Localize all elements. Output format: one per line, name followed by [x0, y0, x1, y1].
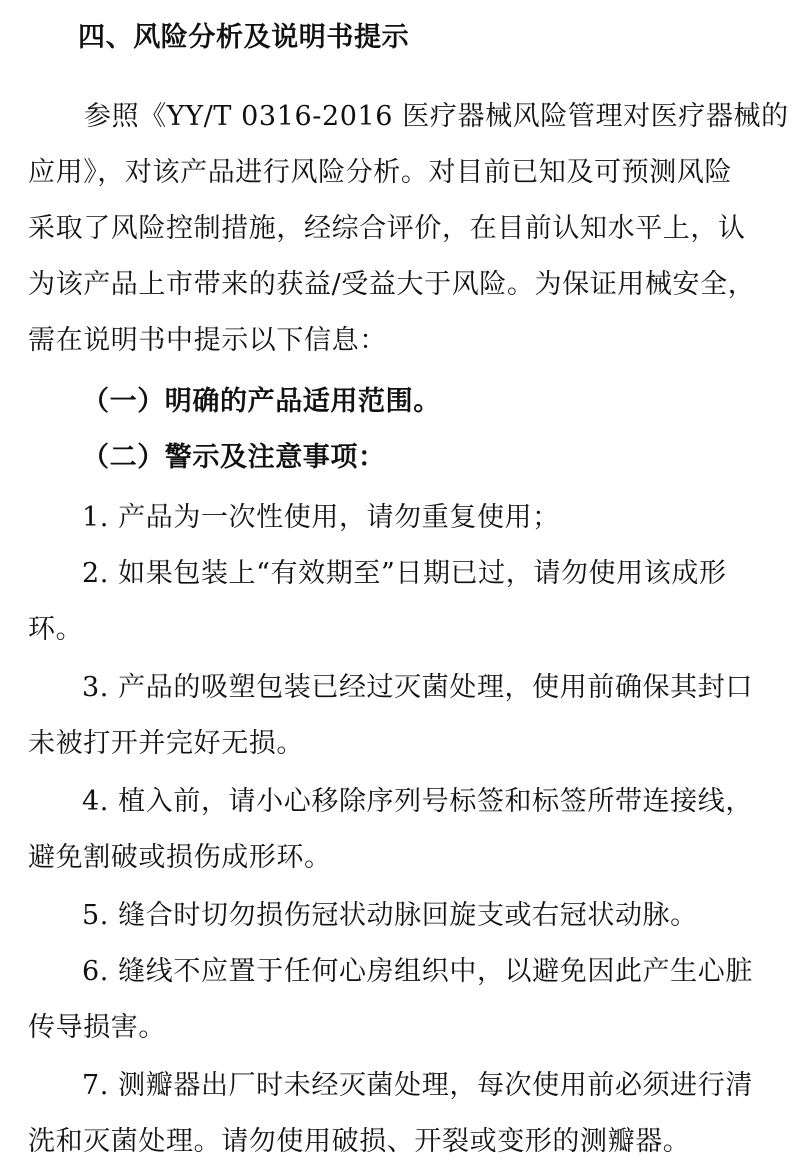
- list-item-4-line-1: 4. 植入前，请小心移除序列号标签和标签所带连接线，: [82, 786, 753, 817]
- section-title: 四、风险分析及说明书提示: [78, 22, 410, 53]
- list-item-7-line-2: 洗和灭菌处理。请勿使用破损、开裂或变形的测瓣器。: [28, 1126, 691, 1157]
- list-item-6-line-2: 传导损害。: [28, 1012, 166, 1043]
- list-item-4-line-2: 避免割破或损伤成形环。: [28, 842, 332, 873]
- intro-line-4: 为该产品上市带来的获益/受益大于风险。为保证用械安全，: [28, 269, 756, 300]
- list-item-7-line-1: 7. 测瓣器出厂时未经灭菌处理，每次使用前必须进行清: [82, 1070, 753, 1101]
- list-item-3-line-2: 未被打开并完好无损。: [28, 728, 304, 759]
- subsection-1-heading: （一）明确的产品适用范围。: [82, 386, 441, 417]
- list-item-1-line-1: 1. 产品为一次性使用，请勿重复使用；: [82, 502, 560, 533]
- intro-line-5: 需在说明书中提示以下信息：: [28, 325, 387, 356]
- intro-line-2: 应用》，对该产品进行风险分析。对目前已知及可预测风险: [28, 157, 733, 188]
- list-item-2-line-2: 环。: [28, 614, 84, 645]
- list-item-2-line-1: 2. 如果包装上“有效期至”日期已过，请勿使用该成形: [82, 558, 727, 589]
- intro-line-1: 参照《YY/T 0316-2016 医疗器械风险管理对医疗器械的: [84, 101, 789, 132]
- subsection-2-heading: （二）警示及注意事项：: [82, 442, 386, 473]
- list-item-3-line-1: 3. 产品的吸塑包装已经过灭菌处理，使用前确保其封口: [82, 672, 753, 703]
- list-item-5-line-1: 5. 缝合时切勿损伤冠状动脉回旋支或右冠状动脉。: [82, 900, 698, 931]
- intro-line-3: 采取了风险控制措施，经综合评价，在目前认知水平上，认: [28, 213, 746, 244]
- list-item-6-line-1: 6. 缝线不应置于任何心房组织中，以避免因此产生心脏: [82, 956, 753, 987]
